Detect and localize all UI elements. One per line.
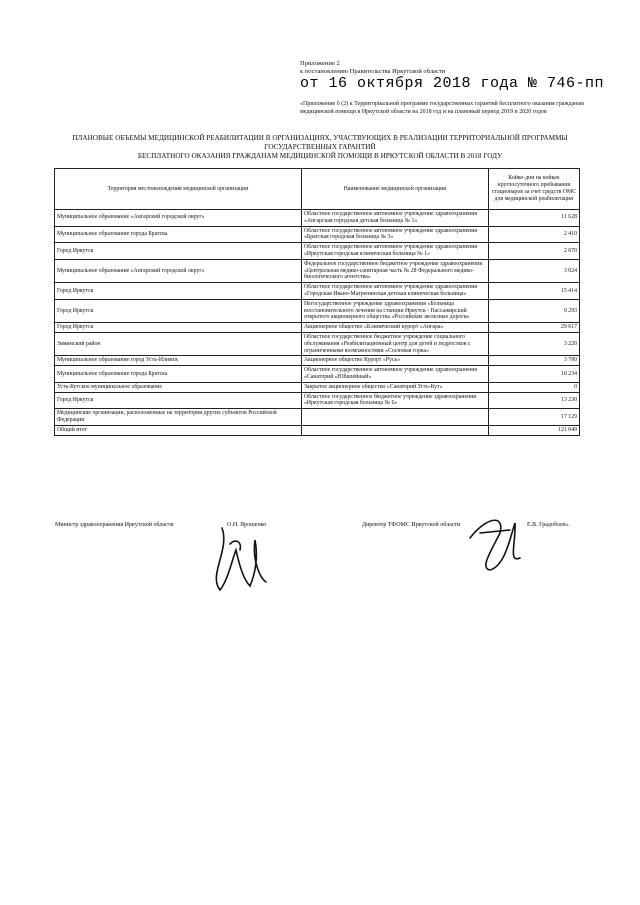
- row-beddays: 13 230: [489, 392, 580, 409]
- table-row: [55, 332, 580, 355]
- table-row: [55, 392, 580, 409]
- row-beddays: 3 780: [489, 356, 580, 366]
- col-header-organization: Наименование медицинской организации: [302, 169, 489, 210]
- row-territory: Город Иркутск: [55, 299, 302, 322]
- row-beddays: 2 410: [489, 226, 580, 243]
- row-organization: Акционерное общество «Клинический курорт «Ангара»: [302, 323, 489, 333]
- document-title: [20, 134, 620, 161]
- row-territory: Город Иркутск: [55, 283, 302, 300]
- director-signature: [460, 508, 540, 578]
- row-beddays: 17 129: [489, 409, 580, 426]
- row-territory: Муниципальное образование города Братска: [55, 226, 302, 243]
- table-row: [55, 356, 580, 366]
- table-header-row: [55, 169, 580, 210]
- minister-signature: [200, 520, 280, 600]
- row-territory: Усть-Кутское муниципальное образование: [55, 382, 302, 392]
- row-organization: [302, 425, 489, 435]
- resolution-reference: к постановлению Правительства Иркутской области: [300, 68, 446, 75]
- row-beddays: 29 617: [489, 323, 580, 333]
- row-organization: Областное государственное автономное учреждение здравоохранения «Городская Ивано-Матренинская детская клиническая больница»: [302, 283, 489, 300]
- row-territory: Медицинские организации, расположенные на территории других субъектов Российской Федерации: [55, 409, 302, 426]
- row-territory: Общий итог: [55, 425, 302, 435]
- director-name: Е.В. Градобоев».: [527, 522, 571, 528]
- table-row: [55, 210, 580, 227]
- table-row: [55, 425, 580, 435]
- table-row: [55, 243, 580, 260]
- title-line-1: ПЛАНОВЫЕ ОБЪЕМЫ МЕДИЦИНСКОЙ РЕАБИЛИТАЦИИ В ОРГАНИЗАЦИЯХ, УЧАСТВУЮЩИХ В РЕАЛИЗАЦИИ ТЕРРИТОРИАЛЬНОЙ ПРОГРАММЫ: [72, 134, 568, 142]
- row-organization: Закрытое акционерное общество «Санаторий Усть-Кут»: [302, 382, 489, 392]
- minister-name: О.Н. Ярошенко: [227, 522, 267, 528]
- table-row: [55, 299, 580, 322]
- rehabilitation-volumes-table: [54, 168, 580, 436]
- row-beddays: 0: [489, 382, 580, 392]
- table-row: [55, 226, 580, 243]
- row-organization: Областное государственное автономное учреждение здравоохранения «Ангарская городская детская больница № 1»: [302, 210, 489, 227]
- row-organization: Негосударственное учреждение здравоохранения «Больница восстановительного лечения на станции Иркутск - Пассажирский открытого акционерного общества «Российские железные дороги»: [302, 299, 489, 322]
- row-territory: Муниципальное образование города Братска: [55, 366, 302, 383]
- table-row: [55, 259, 580, 282]
- row-beddays: 10 234: [489, 366, 580, 383]
- row-territory: Город Иркутск: [55, 323, 302, 333]
- title-line-2: ГОСУДАРСТВЕННЫХ ГАРАНТИЙ: [264, 143, 376, 151]
- row-beddays: 3 220: [489, 332, 580, 355]
- row-territory: Город Иркутск: [55, 243, 302, 260]
- row-beddays: 121 049: [489, 425, 580, 435]
- minister-title: Министр здравоохранения Иркутской области: [55, 522, 174, 528]
- row-territory: Муниципальное образование «Ангарский городской округ»: [55, 210, 302, 227]
- row-beddays: 11 628: [489, 210, 580, 227]
- row-beddays: 15 414: [489, 283, 580, 300]
- row-beddays: 9 293: [489, 299, 580, 322]
- row-organization: Акционерное общество Курорт «Русь»: [302, 356, 489, 366]
- col-header-territory: Территория местонахождения медицинской организации: [55, 169, 302, 210]
- table-row: [55, 323, 580, 333]
- row-organization: Областное государственное автономное учреждение здравоохранения «Иркутская городская клиническая больница № 1»: [302, 243, 489, 260]
- table-row: [55, 409, 580, 426]
- row-organization: Областное государственное бюджетное учреждение социального обслуживания «Реабилитационный центр для детей и подростков с ограниченными возможностями «Сосновая горка»: [302, 332, 489, 355]
- row-organization: [302, 409, 489, 426]
- table-row: [55, 366, 580, 383]
- date-number-stamp: от 16 октября 2018 года № 746-пп: [300, 75, 605, 92]
- director-title: Директор ТФОМС Иркутской области: [362, 522, 461, 528]
- annex-label: Приложение 2: [300, 60, 340, 67]
- row-territory: Зиминский район: [55, 332, 302, 355]
- table-row: [55, 382, 580, 392]
- row-organization: Федеральное государственное бюджетное учреждение здравоохранения «Центральная медико-санитарная часть № 28 Федерального медико-биологического агентства»: [302, 259, 489, 282]
- table-row: [55, 283, 580, 300]
- row-organization: Областное государственное бюджетное учреждение здравоохранения «Иркутская городская больница № 6»: [302, 392, 489, 409]
- annex-reference: «Приложение 6 (2) к Территориальной программе государственных гарантий бесплатного оказания гражданам медицинской помощи в Иркутской области на 2018 год и на плановый период 2019 и 2020 годов: [300, 101, 584, 115]
- col-header-beddays: Койко-дни на койках круглосуточного пребывания стационаров за счет средств ОМС для медицинской реабилитации: [489, 169, 580, 210]
- row-territory: Муниципальное образование город Усть-Илимск: [55, 356, 302, 366]
- title-line-3: БЕСПЛАТНОГО ОКАЗАНИЯ ГРАЖДАНАМ МЕДИЦИНСКОЙ ПОМОЩИ В ИРКУТСКОЙ ОБЛАСТИ В 2018 ГОДУ: [137, 152, 503, 160]
- row-territory: Город Иркутск: [55, 392, 302, 409]
- row-organization: Областное государственное автономное учреждение здравоохранения «Санаторий «Юбилейный»: [302, 366, 489, 383]
- row-beddays: 2 070: [489, 243, 580, 260]
- row-organization: Областное государственное автономное учреждение здравоохранения «Братская городская больница № 3»: [302, 226, 489, 243]
- row-beddays: 3 024: [489, 259, 580, 282]
- row-territory: Муниципальное образование «Ангарский городской округ»: [55, 259, 302, 282]
